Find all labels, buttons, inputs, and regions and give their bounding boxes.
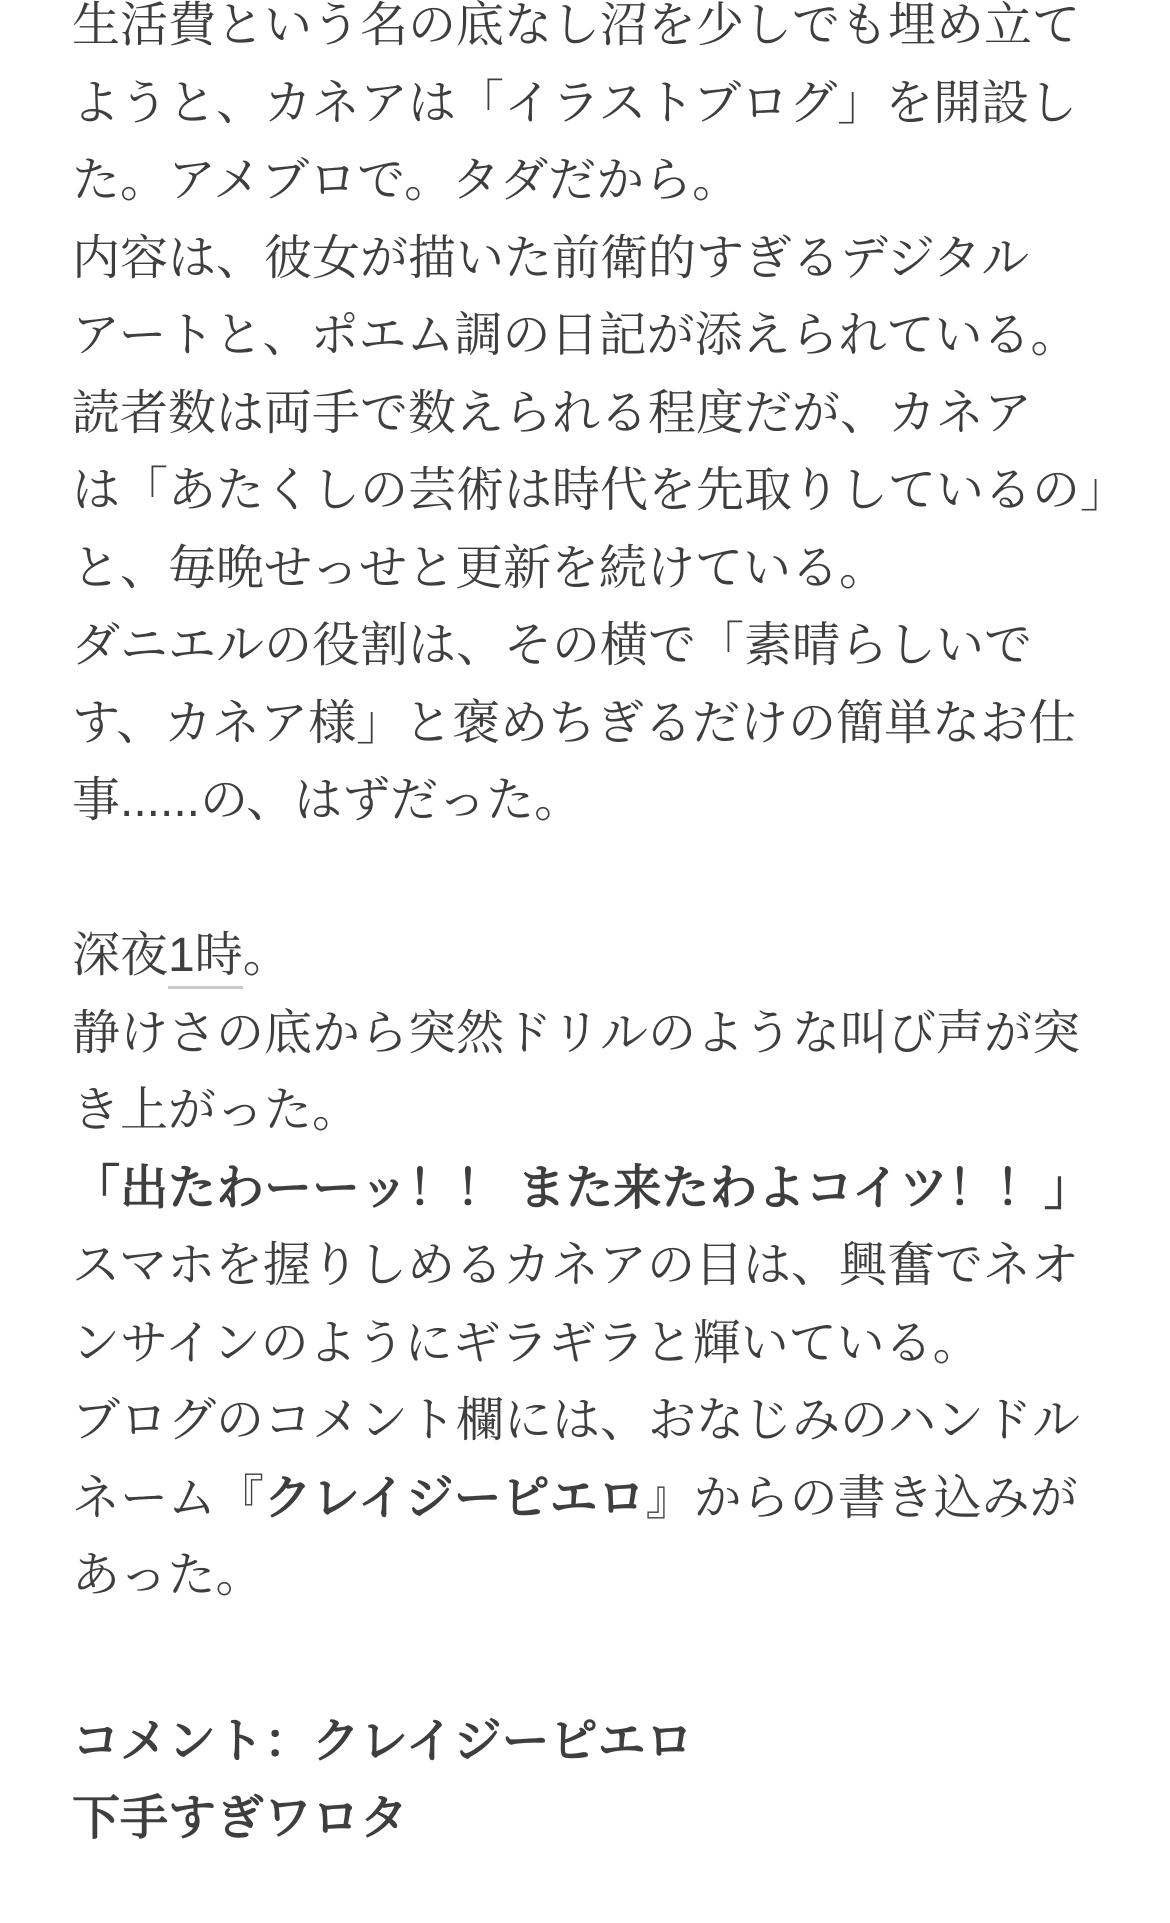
story-line: 静けさの底から突然ドリルのような叫び声が突 [72,1006,1081,1060]
story-line: アートと、ポエム調の日記が添えられている。 [72,309,1079,362]
story-line-shout: 「出たわーーッ！！ また来たわよコイツ！！」 [72,1161,1092,1215]
blank-line [72,1615,1098,1703]
story-line: と、毎晩せっせと更新を続けている。 [72,541,888,595]
story-line: ンサインのようにギラギラと輝いている。 [72,1316,981,1370]
story-line: 読者数は両手で数えられる程度だが、カネア [72,386,1033,440]
underlined-time-text: 1時 [168,929,243,989]
story-line-time [72,917,1098,995]
story-line-handle-name [72,1460,1098,1538]
story-line: 事......の、はずだった。 [72,774,583,827]
story-line: き上がった。 [72,1084,361,1137]
time-text-pre: 深夜 [72,929,169,982]
story-line: ブログのコメント欄には、おなじみのハンドル [72,1394,1081,1447]
story-line: た。アメブロで。タダだから。 [72,154,741,207]
time-text-post: 。 [242,929,291,982]
story-line: スマホを握りしめるカネアの目は、興奮でネオ [72,1239,1080,1292]
blank-line [72,840,1098,918]
story-line: す、カネア様」と褒めちぎるだけの簡単なお仕 [72,696,1077,750]
handle-name-bold: クレイジーピエロ [264,1471,646,1525]
story-line: は「あたくしの芸術は時代を先取りしているの」 [72,464,1129,517]
story-line: ダニエルの役割は、その横で「素晴らしいで [72,619,1033,672]
story-line: あった。 [72,1549,264,1602]
story-line: 内容は、彼女が描いた前衛的すぎるデジタル [72,231,1030,285]
story-line: 生活費という名の底なし沼を少しでも埋め立て [72,0,1081,52]
handle-name-pre: ネーム『 [72,1471,265,1525]
comment-author-line: コメント：クレイジーピエロ [72,1714,694,1768]
handle-name-post: 』からの書き込みが [645,1471,1078,1525]
story-line: ようと、カネアは「イラストブログ」を開設し [72,76,1078,130]
comment-body-line: 下手すぎワロタ [72,1792,409,1845]
